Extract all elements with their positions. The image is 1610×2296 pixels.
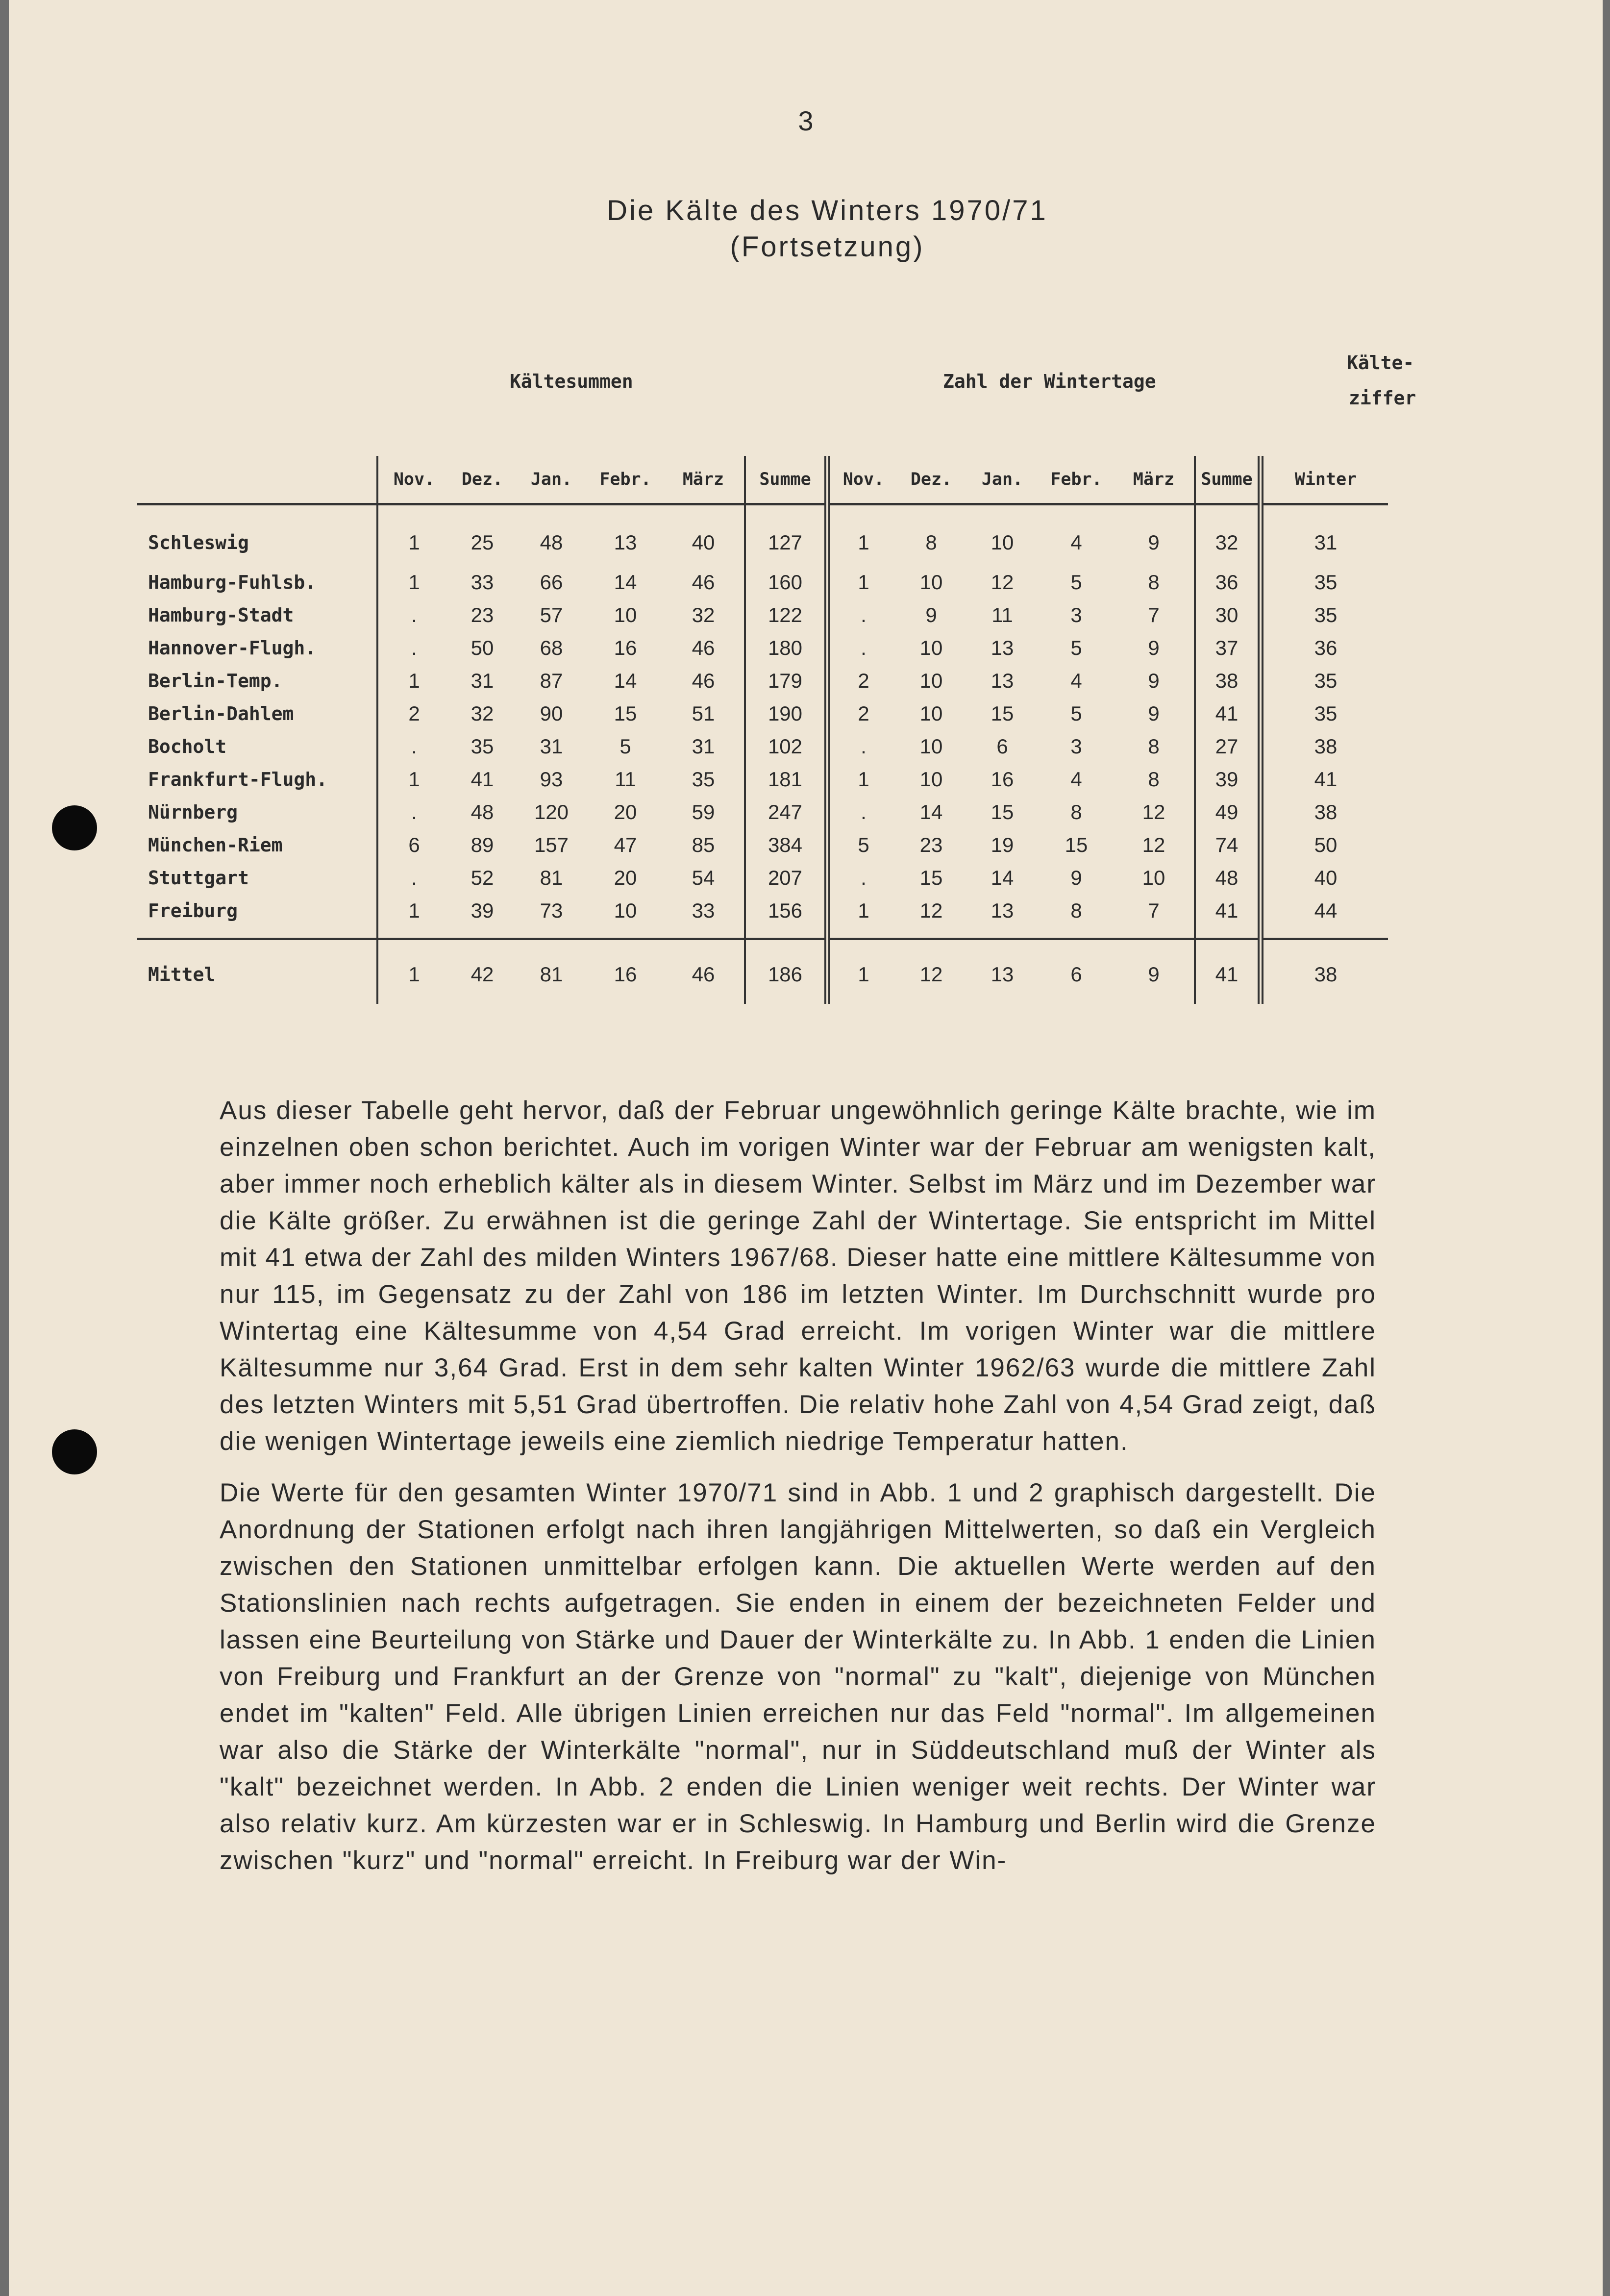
table-cell: 2 bbox=[377, 697, 450, 730]
table-cell: 160 bbox=[745, 566, 827, 599]
table-cell: 46 bbox=[663, 939, 745, 1004]
table-cell: 46 bbox=[692, 669, 715, 692]
table-cell: 16 bbox=[991, 767, 1014, 791]
table-cell: . bbox=[827, 861, 897, 894]
table-cell: 13 bbox=[991, 898, 1014, 922]
table-row bbox=[137, 504, 1388, 566]
table-cell: 247 bbox=[745, 796, 827, 828]
table-cell: 3 bbox=[1070, 734, 1082, 758]
punch-hole bbox=[52, 805, 97, 850]
table-cell: 1 bbox=[377, 664, 450, 697]
table-cell: 32 bbox=[471, 701, 494, 725]
station-name: Nürnberg bbox=[148, 801, 238, 823]
station-name: Schleswig bbox=[148, 531, 249, 553]
table-cell: 48 bbox=[1195, 861, 1261, 894]
table-cell: 31 bbox=[471, 669, 494, 692]
table-cell: 90 bbox=[540, 701, 563, 725]
header-cell: Nov. bbox=[377, 456, 450, 504]
table-cell: 186 bbox=[745, 939, 827, 1004]
station-name: Freiburg bbox=[148, 899, 238, 922]
table-cell: 32 bbox=[1195, 504, 1261, 566]
table-cell: 46 bbox=[692, 570, 715, 594]
table-row bbox=[137, 697, 1388, 730]
table-cell: 57 bbox=[540, 603, 563, 626]
table-cell: . bbox=[377, 861, 450, 894]
station-name: Frankfurt-Flugh. bbox=[148, 768, 328, 790]
table-cell: 41 bbox=[1195, 939, 1261, 1004]
table-cell: 87 bbox=[540, 669, 563, 692]
table-cell: 12 bbox=[897, 939, 966, 1004]
paragraph: Die Werte für den gesamten Winter 1970/71 sind in Abb. 1 und 2 graphisch dargestellt. Die Anordnung der Stationen erfolgt nach ihren langjährigen Mittelwerten, so daß ein Vergleich zwischen den Stationen unmittelbar erfolgen kann. Die aktuellen Werte werden auf den Stationslinien nach rechts aufgetragen. Sie enden in einem der bezeichneten Felder und lassen eine Beurteilung von Stärke und Dauer der Winterkälte zu. In Abb. 1 enden die Linien von Freiburg und Frankfurt an der Grenze von "normal" zu "kalt", diejenige von München endet im "kalten" Feld. Alle übrigen Linien erreichen nur das Feld "normal". Im allgemeinen war also die Stärke der Winterkälte "normal", nur in Süddeutschland muß der Winter als "kalt" bezeichnet werden. In Abb. 2 enden die Linien weniger weit rechts. Der Winter war also relativ kurz. Am kürzesten war er in Schleswig. In Hamburg und Berlin wird die Grenze zwischen "kurz" und "normal" erreicht. In Freiburg war der Win- bbox=[220, 1478, 1376, 1875]
table-cell: 36 bbox=[1261, 631, 1388, 664]
table-row bbox=[137, 599, 1388, 631]
table-cell: 1 bbox=[377, 566, 450, 599]
table-cell: 13 bbox=[991, 669, 1014, 692]
table-cell: 14 bbox=[991, 866, 1014, 889]
table-cell: 41 bbox=[1195, 697, 1261, 730]
body-text bbox=[220, 1092, 1376, 1894]
table-cell: 8 bbox=[925, 530, 937, 554]
table-cell: 7 bbox=[1148, 898, 1160, 922]
table-cell: 20 bbox=[614, 800, 637, 824]
table-cell: 11 bbox=[991, 603, 1013, 626]
group-header-kaelteziffer-line2: ziffer bbox=[1349, 387, 1416, 409]
table-cell: 7 bbox=[1148, 603, 1160, 626]
table-cell: . bbox=[377, 599, 450, 631]
table-cell: 10 bbox=[919, 767, 943, 791]
header-cell: Febr. bbox=[588, 456, 663, 504]
table-cell: 41 bbox=[471, 767, 494, 791]
table-cell: 13 bbox=[966, 939, 1039, 1004]
table-cell: 38 bbox=[1195, 664, 1261, 697]
header-cell: Nov. bbox=[827, 456, 897, 504]
table-cell: 19 bbox=[991, 833, 1014, 856]
table-cell: 102 bbox=[745, 730, 827, 763]
header-cell: Jan. bbox=[515, 456, 588, 504]
group-header-wintertage: Zahl der Wintertage bbox=[943, 371, 1156, 392]
table-cell: 41 bbox=[1261, 763, 1388, 796]
table-cell: 12 bbox=[991, 570, 1014, 594]
table-row bbox=[137, 828, 1388, 861]
station-name: München-Riem bbox=[148, 834, 283, 856]
table-cell: 1 bbox=[827, 894, 897, 939]
table-cell: 48 bbox=[540, 530, 563, 554]
table-cell: 23 bbox=[471, 603, 494, 626]
table-cell: 10 bbox=[919, 734, 943, 758]
table-cell: 120 bbox=[534, 800, 569, 824]
table-cell: 68 bbox=[540, 636, 563, 659]
document-title: Die Kälte des Winters 1970/71 bbox=[607, 195, 1048, 226]
station-name: Berlin-Dahlem bbox=[148, 702, 294, 724]
header-cell: März bbox=[663, 456, 745, 504]
table-cell: 5 bbox=[1070, 570, 1082, 594]
table-cell: 179 bbox=[745, 664, 827, 697]
table-cell: 157 bbox=[534, 833, 569, 856]
table-cell: 33 bbox=[692, 898, 715, 922]
table-cell: . bbox=[827, 599, 897, 631]
table-cell: 8 bbox=[1148, 734, 1160, 758]
table-cell: 9 bbox=[925, 603, 937, 626]
table-cell: 50 bbox=[1261, 828, 1388, 861]
table-cell: 10 bbox=[919, 701, 943, 725]
header-cell: Summe bbox=[1195, 456, 1261, 504]
table-cell: 1 bbox=[377, 504, 450, 566]
table-cell: 20 bbox=[614, 866, 637, 889]
table-cell: . bbox=[377, 796, 450, 828]
table-cell: 30 bbox=[1195, 599, 1261, 631]
table-cell: 13 bbox=[614, 530, 637, 554]
table-cell: 81 bbox=[515, 939, 588, 1004]
table-cell: 1 bbox=[827, 504, 897, 566]
station-name: Bocholt bbox=[148, 735, 227, 757]
table-cell: 49 bbox=[1195, 796, 1261, 828]
table-cell: 9 bbox=[1148, 701, 1160, 725]
table-cell: 47 bbox=[614, 833, 637, 856]
document-subtitle: (Fortsetzung) bbox=[730, 231, 925, 263]
table-cell: 10 bbox=[614, 603, 637, 626]
table-cell: 35 bbox=[1261, 566, 1388, 599]
table-cell: 89 bbox=[471, 833, 494, 856]
table-cell: 54 bbox=[692, 866, 715, 889]
table-cell: 16 bbox=[588, 939, 663, 1004]
header-station bbox=[137, 456, 377, 504]
table-cell: 10 bbox=[1142, 866, 1165, 889]
table-cell: 14 bbox=[614, 570, 637, 594]
table-cell: 59 bbox=[692, 800, 715, 824]
table-cell: 35 bbox=[1261, 599, 1388, 631]
page-number: 3 bbox=[798, 105, 814, 136]
table-cell: 85 bbox=[692, 833, 715, 856]
table-cell: 38 bbox=[1261, 730, 1388, 763]
table-cell: 12 bbox=[1142, 800, 1165, 824]
table-cell: 9 bbox=[1148, 530, 1160, 554]
table-cell: 9 bbox=[1070, 866, 1082, 889]
table-row bbox=[137, 664, 1388, 697]
group-header-kaelteziffer-line1: Kälte- bbox=[1347, 352, 1414, 374]
table-cell: 6 bbox=[377, 828, 450, 861]
table-cell: 39 bbox=[1195, 763, 1261, 796]
footer-label: Mittel bbox=[137, 939, 377, 1004]
table-cell: 52 bbox=[471, 866, 494, 889]
table-cell: 5 bbox=[619, 734, 631, 758]
table-row bbox=[137, 566, 1388, 599]
table-cell: 37 bbox=[1195, 631, 1261, 664]
table-cell: 1 bbox=[377, 939, 450, 1004]
table-row bbox=[137, 631, 1388, 664]
table-cell: 46 bbox=[692, 636, 715, 659]
header-cell: März bbox=[1114, 456, 1195, 504]
cold-winter-table bbox=[137, 456, 1388, 1004]
table-cell: 180 bbox=[745, 631, 827, 664]
table-cell: 10 bbox=[919, 636, 943, 659]
table-cell: 33 bbox=[471, 570, 494, 594]
table-cell: 41 bbox=[1195, 894, 1261, 939]
table-row bbox=[137, 861, 1388, 894]
station-name: Stuttgart bbox=[148, 867, 249, 889]
table-cell: . bbox=[377, 730, 450, 763]
table-cell: . bbox=[377, 631, 450, 664]
table-cell: 39 bbox=[471, 898, 494, 922]
table-cell: 38 bbox=[1261, 796, 1388, 828]
table-cell: 2 bbox=[827, 697, 897, 730]
table-row bbox=[137, 730, 1388, 763]
table-cell: 8 bbox=[1148, 570, 1160, 594]
table-cell: 207 bbox=[745, 861, 827, 894]
table-cell: 122 bbox=[745, 599, 827, 631]
header-cell: Dez. bbox=[450, 456, 515, 504]
table-cell: 1 bbox=[377, 894, 450, 939]
table-cell: 32 bbox=[692, 603, 715, 626]
header-cell: Dez. bbox=[897, 456, 966, 504]
table-row bbox=[137, 796, 1388, 828]
table-cell: 9 bbox=[1148, 669, 1160, 692]
table-cell: 1 bbox=[827, 566, 897, 599]
table-cell: 50 bbox=[471, 636, 494, 659]
table-cell: 156 bbox=[745, 894, 827, 939]
table-cell: 2 bbox=[827, 664, 897, 697]
station-name: Hannover-Flugh. bbox=[148, 637, 317, 659]
table-cell: 6 bbox=[996, 734, 1008, 758]
table-cell: 36 bbox=[1195, 566, 1261, 599]
table-cell: 5 bbox=[827, 828, 897, 861]
table-row bbox=[137, 894, 1388, 939]
table-cell: 35 bbox=[1261, 664, 1388, 697]
table-cell: 15 bbox=[991, 701, 1014, 725]
table-cell: 15 bbox=[991, 800, 1014, 824]
table-cell: 1 bbox=[827, 939, 897, 1004]
table-cell: 12 bbox=[919, 898, 943, 922]
station-name: Hamburg-Stadt bbox=[148, 604, 294, 626]
table-cell: 66 bbox=[540, 570, 563, 594]
table-cell: 8 bbox=[1070, 898, 1082, 922]
punch-hole bbox=[52, 1429, 97, 1474]
table-cell: . bbox=[827, 631, 897, 664]
table-cell: 127 bbox=[745, 504, 827, 566]
table-cell: 5 bbox=[1070, 636, 1082, 659]
table-cell: 15 bbox=[1065, 833, 1088, 856]
table-cell: 14 bbox=[614, 669, 637, 692]
table-cell: 38 bbox=[1261, 939, 1388, 1004]
paragraph: Aus dieser Tabelle geht hervor, daß der Februar ungewöhnlich geringe Kälte brachte, wie im einzelnen oben schon berichtet. Auch im vorigen Winter war der Februar am wenigsten kalt, aber immer noch erheblich kälter als in diesem Winter. Selbst im März und im Dezember war die Kälte größer. Zu erwähnen ist die geringe Zahl der Wintertage. Sie entspricht im Mittel mit 41 etwa der Zahl des milden Winters 1967/68. Dieser hatte eine mittlere Kältesumme von nur 115, im Gegensatz zu der Zahl von 186 im letzten Winter. Im Durchschnitt wurde pro Wintertag eine Kältesumme von 4,54 Grad erreicht. Im vorigen Winter war die mittlere Kältesumme nur 3,64 Grad. Erst in dem sehr kalten Winter 1962/63 wurde die mittlere Zahl des letzten Winters mit 5,51 Grad übertroffen. Die relativ hohe Zahl von 4,54 Grad zeigt, daß die wenigen Wintertage jeweils eine ziemlich niedrige Temperatur hatten. bbox=[220, 1096, 1376, 1456]
table-cell: 35 bbox=[692, 767, 715, 791]
table-cell: 5 bbox=[1070, 701, 1082, 725]
table-cell: 35 bbox=[471, 734, 494, 758]
table-cell: 4 bbox=[1070, 767, 1082, 791]
document-page bbox=[9, 0, 1603, 2296]
table-cell: 11 bbox=[615, 767, 636, 791]
table-cell: 40 bbox=[692, 530, 715, 554]
table-cell: 74 bbox=[1195, 828, 1261, 861]
table-cell: 31 bbox=[540, 734, 563, 758]
table-cell: 40 bbox=[1261, 861, 1388, 894]
table-cell: 8 bbox=[1148, 767, 1160, 791]
table-cell: 23 bbox=[919, 833, 943, 856]
table-cell: 4 bbox=[1070, 669, 1082, 692]
station-name: Hamburg-Fuhlsb. bbox=[148, 571, 317, 593]
table-cell: 48 bbox=[471, 800, 494, 824]
table-cell: 10 bbox=[919, 669, 943, 692]
table-cell: 4 bbox=[1070, 530, 1082, 554]
table-cell: 16 bbox=[614, 636, 637, 659]
table-cell: 1 bbox=[377, 763, 450, 796]
table-cell: 35 bbox=[1261, 697, 1388, 730]
header-cell: Jan. bbox=[966, 456, 1039, 504]
table-cell: 10 bbox=[614, 898, 637, 922]
table-footer-row bbox=[137, 939, 1388, 1004]
table-cell: 14 bbox=[919, 800, 943, 824]
table-cell: 15 bbox=[919, 866, 943, 889]
table-cell: 42 bbox=[450, 939, 515, 1004]
table-cell: 384 bbox=[745, 828, 827, 861]
header-cell: Febr. bbox=[1039, 456, 1114, 504]
station-name: Berlin-Temp. bbox=[148, 670, 283, 692]
table-cell: 1 bbox=[827, 763, 897, 796]
table-cell: 13 bbox=[991, 636, 1014, 659]
table-cell: 6 bbox=[1039, 939, 1114, 1004]
table-cell: 9 bbox=[1148, 636, 1160, 659]
table-cell: 81 bbox=[540, 866, 563, 889]
table-header-row bbox=[137, 456, 1388, 504]
table-cell: 8 bbox=[1070, 800, 1082, 824]
table-cell: 25 bbox=[471, 530, 494, 554]
table-cell: . bbox=[827, 796, 897, 828]
table-cell: 31 bbox=[1261, 504, 1388, 566]
table-cell: 190 bbox=[745, 697, 827, 730]
table-cell: 27 bbox=[1195, 730, 1261, 763]
table-cell: 44 bbox=[1261, 894, 1388, 939]
group-header-kaeltesummen: Kältesummen bbox=[510, 371, 633, 392]
table-cell: 9 bbox=[1114, 939, 1195, 1004]
table-cell: . bbox=[827, 730, 897, 763]
table-cell: 51 bbox=[692, 701, 715, 725]
table-cell: 181 bbox=[745, 763, 827, 796]
table-row bbox=[137, 763, 1388, 796]
table-cell: 12 bbox=[1142, 833, 1165, 856]
table-cell: 10 bbox=[991, 530, 1014, 554]
table-cell: 93 bbox=[540, 767, 563, 791]
header-cell: Winter bbox=[1261, 456, 1388, 504]
table-cell: 73 bbox=[540, 898, 563, 922]
table-cell: 3 bbox=[1070, 603, 1082, 626]
header-cell: Summe bbox=[745, 456, 827, 504]
table-cell: 10 bbox=[919, 570, 943, 594]
table-cell: 31 bbox=[692, 734, 715, 758]
table-cell: 15 bbox=[614, 701, 637, 725]
